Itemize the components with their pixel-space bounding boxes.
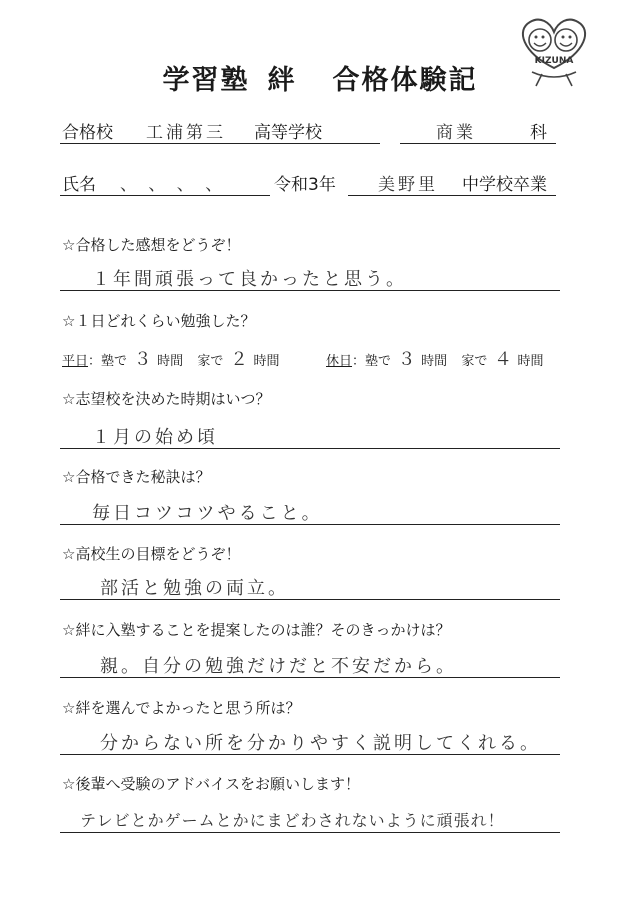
junior-high-name: 美野里	[378, 175, 438, 195]
answer-5: 部活と勉強の両立。	[100, 578, 289, 599]
title-kizuna: 絆	[267, 65, 297, 96]
answer-7: 分からない所を分かりやすく説明してくれる。	[100, 733, 541, 754]
question-4: ☆合格できた秘訣は？	[62, 468, 211, 486]
holiday-label: 休日	[326, 354, 353, 369]
weekday-row: 平日：塾で ３ 時間 家で ２ 時間	[62, 345, 280, 371]
question-3: ☆志望校を決めた時期はいつ？	[62, 390, 271, 408]
title-experience: 合格体験記	[332, 65, 478, 96]
kizuna-logo	[512, 12, 596, 88]
answer-8-line	[60, 832, 560, 833]
name-underline	[60, 195, 270, 196]
answer-5-line	[60, 599, 560, 600]
answer-7-line	[60, 754, 560, 755]
weekday-juku-hours: ３	[133, 349, 155, 370]
holiday-home-hours: ４	[493, 349, 515, 370]
logo-text: KIZUNA	[534, 56, 574, 66]
school-type: 高等学校	[254, 123, 322, 143]
answer-8: テレビとかゲームとかにまどわされないように頑張れ！	[80, 811, 505, 830]
question-1: ☆合格した感想をどうぞ！	[62, 236, 241, 254]
question-5: ☆高校生の目標をどうぞ！	[62, 545, 241, 563]
answer-4: 毎日コツコツやること。	[92, 503, 323, 524]
question-6: ☆絆に入塾することを提案したのは誰？そのきっかけは？	[62, 621, 451, 639]
title-juku: 学習塾	[162, 65, 250, 96]
course-name: 商業	[436, 123, 476, 143]
holiday-juku-hours: ３	[397, 349, 419, 370]
logo-icon	[512, 12, 596, 88]
answer-1: １年間頑張って良かったと思う。	[92, 269, 407, 290]
answer-6: 親。自分の勉強だけだと不安だから。	[100, 656, 457, 677]
answer-6-line	[60, 677, 560, 678]
question-2: ☆１日どれくらい勉強した？	[62, 312, 256, 330]
era-text: 令和3年	[274, 175, 336, 195]
answer-4-line	[60, 524, 560, 525]
graduation-text: 中学校卒業	[462, 175, 547, 195]
weekday-home-hours: ２	[229, 349, 251, 370]
school-name: 工浦第三	[146, 123, 226, 143]
answer-3: １月の始め頃	[92, 427, 218, 448]
answer-1-line	[60, 290, 560, 291]
name-value: 、 、 、 、	[120, 175, 226, 195]
question-8: ☆後輩へ受験のアドバイスをお願いします！	[62, 775, 360, 793]
course-underline	[400, 143, 556, 144]
school-label: 合格校	[62, 123, 113, 143]
holiday-row: 休日：塾で ３ 時間 家で ４ 時間	[326, 345, 544, 371]
weekday-label: 平日	[62, 354, 89, 369]
name-label: 氏名	[62, 175, 96, 195]
answer-3-line	[60, 448, 560, 449]
course-suffix: 科	[530, 123, 547, 143]
school-underline	[60, 143, 380, 144]
junior-high-underline	[348, 195, 556, 196]
question-7: ☆絆を選んでよかったと思う所は？	[62, 699, 301, 717]
